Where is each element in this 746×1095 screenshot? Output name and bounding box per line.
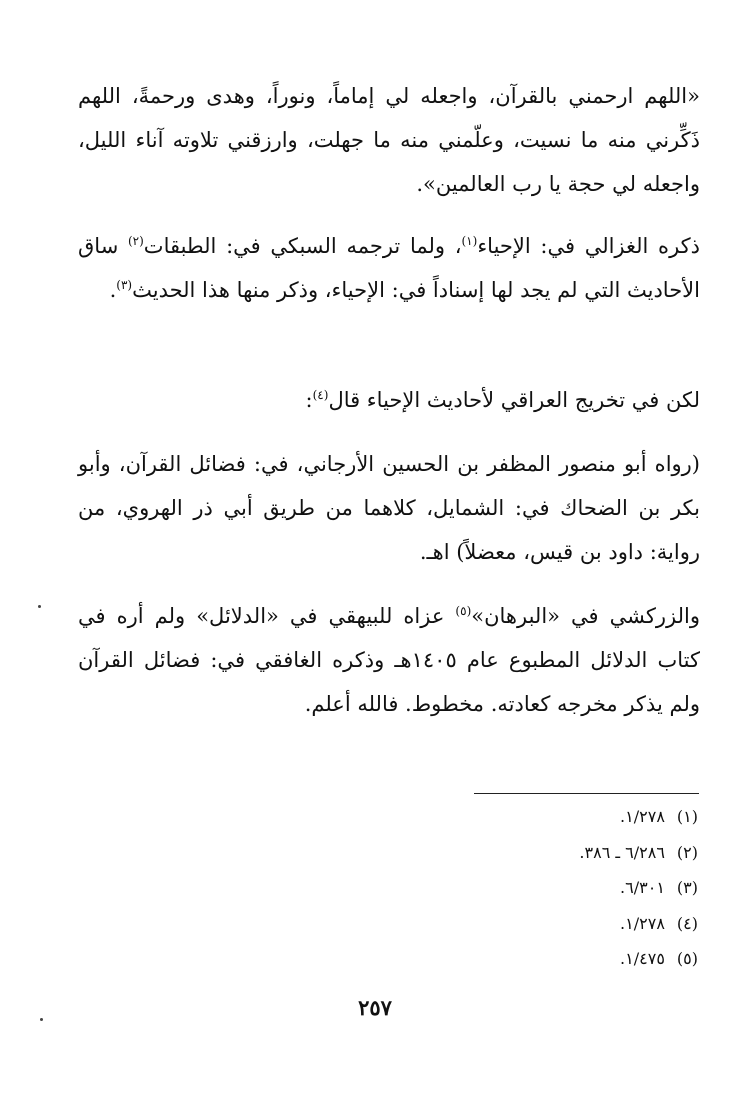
footnote-text: ١/٤٧٥.: [620, 949, 665, 968]
footnote-ref-4[interactable]: (٤): [312, 388, 329, 402]
page-number: ٢٥٧: [358, 995, 392, 1020]
footnote-number: (٢): [676, 842, 698, 862]
footnote-ref-2[interactable]: (٢): [127, 234, 144, 248]
text-segment: ساق الأحاديث التي لم يجد لها إسناداً في: الإحياء، وذكر منها هذا الحديث: [78, 234, 700, 302]
scan-speck-decoration: [38, 605, 41, 608]
paragraph-dua-quote: «اللهم ارحمني بالقرآن، واجعله لي إماماً، ونوراً، وهدى ورحمةً، اللهم ذَكِّرني منه ما نسيت، وعلّمني منه ما جهلت، وارزقني تلاوته آناء الليل، واجعله لي حجة يا رب العالمين».: [78, 84, 700, 196]
scan-speck-decoration: [40, 1018, 43, 1021]
footnote-ref-1[interactable]: (١): [461, 234, 478, 248]
footnote-divider: [474, 793, 699, 794]
paragraph-iraqi-quote: (رواه أبو منصور المظفر بن الحسين الأرجاني، في: فضائل القرآن، وأبو بكر بن الضحاك في: الشمايل، كلاهما من طريق أبي ذر الهروي، من رواية: داود بن قيس، معضلاً) اهـ.: [78, 452, 700, 564]
text-segment: والزركشي في «البرهان»: [471, 604, 700, 628]
footnote-item: [398, 876, 698, 899]
text-segment: ذكره الغزالي في: الإحياء: [477, 234, 700, 258]
footnotes-list: [398, 805, 698, 983]
footnote-item: [398, 805, 698, 828]
footnote-ref-3[interactable]: (٣): [116, 278, 133, 292]
footnote-number: (٣): [676, 878, 698, 897]
footnote-number: (٥): [676, 949, 698, 968]
paragraph-ghazali-reference: [78, 224, 700, 312]
footnote-text: ١/٢٧٨.: [620, 807, 665, 826]
paragraph-zarkashi-reference: [78, 594, 700, 726]
footnote-text: ٦/٢٨٦ ـ ٣٨٦.: [579, 842, 665, 862]
footnote-item: [398, 912, 698, 935]
footnote-ref-5[interactable]: (٥): [455, 604, 472, 618]
footnote-item: [398, 841, 698, 864]
text-segment: ، ولما ترجمه السبكي في: الطبقات: [143, 234, 462, 258]
footnote-item: [398, 947, 698, 970]
text-segment: لكن في تخريج العراقي لأحاديث الإحياء قال: [328, 388, 700, 412]
footnote-text: ٦/٣٠١.: [620, 878, 665, 897]
text-segment: .: [109, 278, 117, 302]
footnote-number: (٤): [676, 913, 698, 933]
footnote-text: ١/٢٧٨.: [620, 913, 665, 933]
paragraph-iraqi-intro: [78, 378, 700, 422]
text-segment: عزاه للبيهقي في «الدلائل» ولم أره في كتاب الدلائل المطبوع عام ١٤٠٥هـ وذكره الغافقي في: فضائل القرآن ولم يذكر مخرجه كعادته. مخطوط. فالله أعلم.: [78, 604, 700, 716]
text-segment: :: [305, 388, 313, 412]
footnote-number: (١): [676, 807, 698, 826]
